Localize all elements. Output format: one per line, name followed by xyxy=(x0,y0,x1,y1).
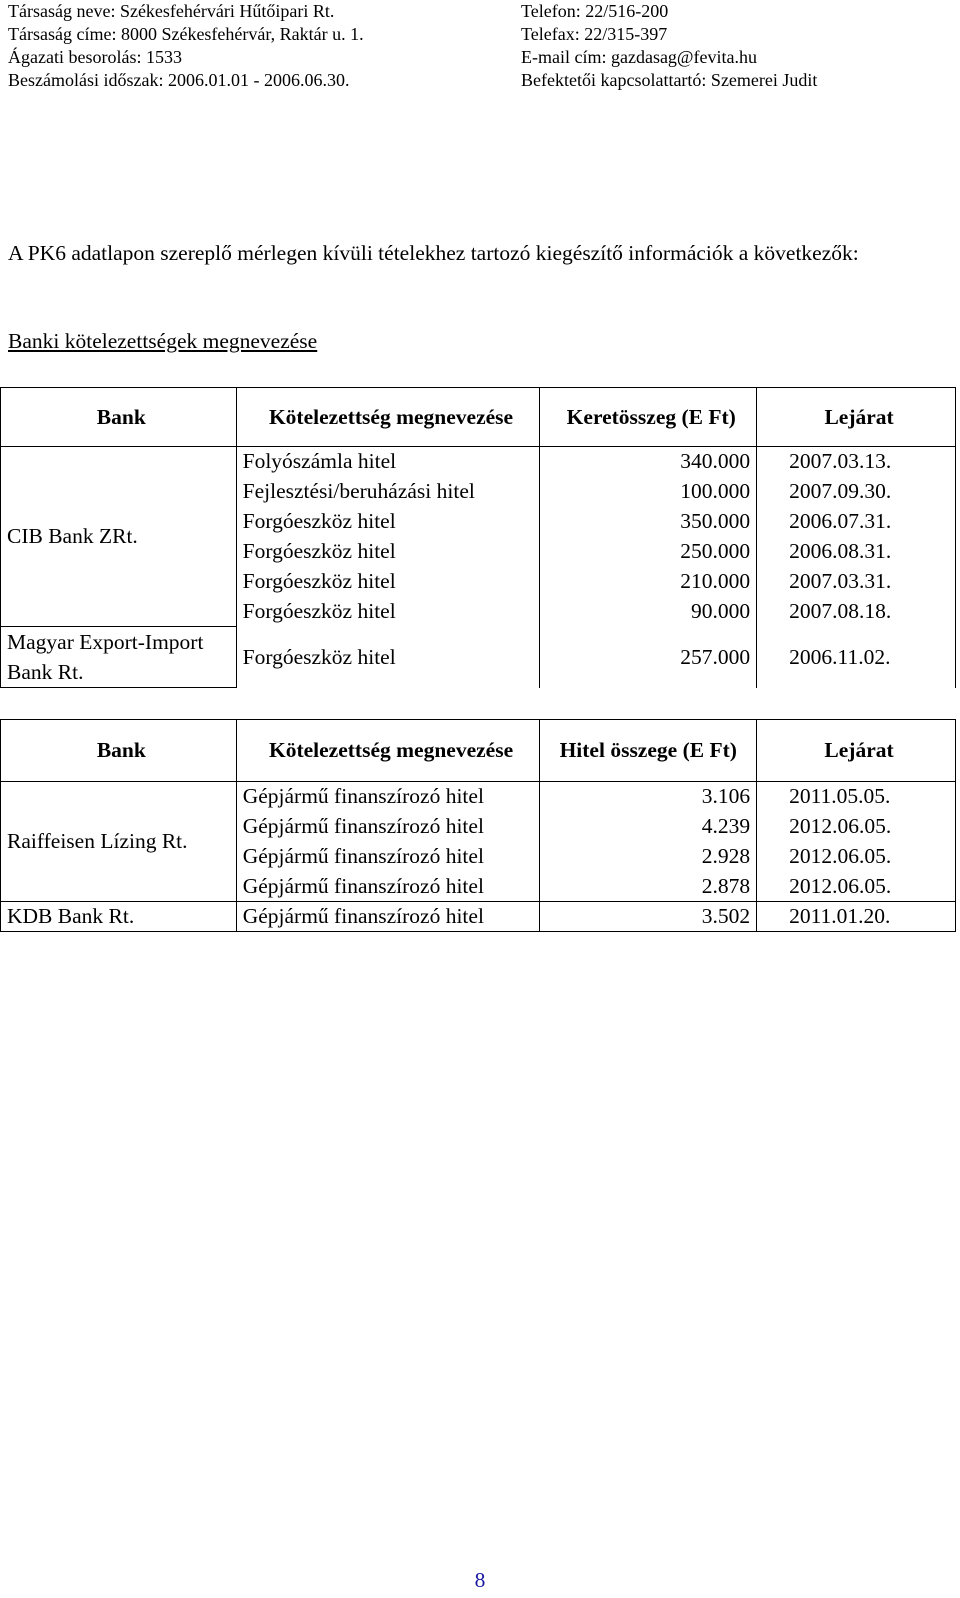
amount: 350.000 xyxy=(540,507,757,537)
maturity: 2012.06.05. xyxy=(757,812,956,842)
maturity: 2007.08.18. xyxy=(757,597,956,627)
obligation-name: Folyószámla hitel xyxy=(236,447,540,477)
table-row xyxy=(1,627,956,688)
maturity: 2007.09.30. xyxy=(757,477,956,507)
bank-name: Magyar Export-Import Bank Rt. xyxy=(1,627,237,688)
obligation-name: Forgóeszköz hitel xyxy=(236,627,540,688)
phone: Telefon: 22/516-200 xyxy=(521,1,669,21)
contact-info xyxy=(521,0,817,92)
bank-name: CIB Bank ZRt. xyxy=(1,447,237,627)
email: E-mail cím: gazdasag@fevita.hu xyxy=(521,47,757,67)
maturity: 2011.01.20. xyxy=(757,902,956,932)
investor-contact: Befektetői kapcsolattartó: Szemerei Judit xyxy=(521,70,818,90)
page-number: 8 xyxy=(474,1568,486,1592)
company-name: Társaság neve: Székesfehérvári Hűtőipari Rt. xyxy=(8,1,335,21)
maturity: 2011.05.05. xyxy=(757,782,956,812)
sector-classification: Ágazati besorolás: 1533 xyxy=(8,47,182,67)
fax: Telefax: 22/315-397 xyxy=(521,24,668,44)
obligation-name: Forgóeszköz hitel xyxy=(236,597,540,627)
obligation-name: Gépjármű finanszírozó hitel xyxy=(236,812,540,842)
amount: 340.000 xyxy=(540,447,757,477)
amount: 257.000 xyxy=(540,627,757,688)
amount: 4.239 xyxy=(540,812,757,842)
col-header-bank: Bank xyxy=(1,388,237,447)
amount: 3.106 xyxy=(540,782,757,812)
amount: 210.000 xyxy=(540,567,757,597)
amount: 250.000 xyxy=(540,537,757,567)
maturity: 2012.06.05. xyxy=(757,872,956,902)
table-row xyxy=(1,782,956,812)
col-header-maturity: Lejárat xyxy=(757,720,956,782)
maturity: 2007.03.13. xyxy=(757,447,956,477)
obligation-name: Gépjármű finanszírozó hitel xyxy=(236,872,540,902)
credit-lines-table xyxy=(0,387,956,688)
col-header-amount: Hitel összege (E Ft) xyxy=(540,720,757,782)
col-header-maturity: Lejárat xyxy=(757,388,956,447)
table-row xyxy=(1,902,956,932)
section-subheading: Banki kötelezettségek megnevezése xyxy=(8,329,318,353)
obligation-name: Gépjármű finanszírozó hitel xyxy=(236,782,540,812)
amount: 3.502 xyxy=(540,902,757,932)
col-header-obligation: Kötelezettség megnevezése xyxy=(236,720,540,782)
obligation-name: Fejlesztési/beruházási hitel xyxy=(236,477,540,507)
maturity: 2006.08.31. xyxy=(757,537,956,567)
amount: 90.000 xyxy=(540,597,757,627)
obligation-name: Forgóeszköz hitel xyxy=(236,567,540,597)
obligation-name: Forgóeszköz hitel xyxy=(236,507,540,537)
maturity: 2006.11.02. xyxy=(757,627,956,688)
bank-name: KDB Bank Rt. xyxy=(1,902,237,932)
maturity: 2007.03.31. xyxy=(757,567,956,597)
company-address: Társaság címe: 8000 Székesfehérvár, Raktár u. 1. xyxy=(8,24,364,44)
company-info xyxy=(8,0,364,92)
table-row xyxy=(1,447,956,477)
col-header-bank: Bank xyxy=(1,720,237,782)
maturity: 2006.07.31. xyxy=(757,507,956,537)
reporting-period: Beszámolási időszak: 2006.01.01 - 2006.06.30. xyxy=(8,70,350,90)
amount: 100.000 xyxy=(540,477,757,507)
col-header-amount: Keretösszeg (E Ft) xyxy=(540,388,757,447)
amount: 2.878 xyxy=(540,872,757,902)
amount: 2.928 xyxy=(540,842,757,872)
bank-name: Raiffeisen Lízing Rt. xyxy=(1,782,237,902)
obligation-name: Forgóeszköz hitel xyxy=(236,537,540,567)
col-header-obligation: Kötelezettség megnevezése xyxy=(236,388,540,447)
vehicle-financing-table xyxy=(0,719,956,932)
intro-paragraph: A PK6 adatlapon szereplő mérlegen kívüli tételekhez tartozó kiegészítő információk a következők: xyxy=(8,241,859,265)
obligation-name: Gépjármű finanszírozó hitel xyxy=(236,902,540,932)
obligation-name: Gépjármű finanszírozó hitel xyxy=(236,842,540,872)
maturity: 2012.06.05. xyxy=(757,842,956,872)
